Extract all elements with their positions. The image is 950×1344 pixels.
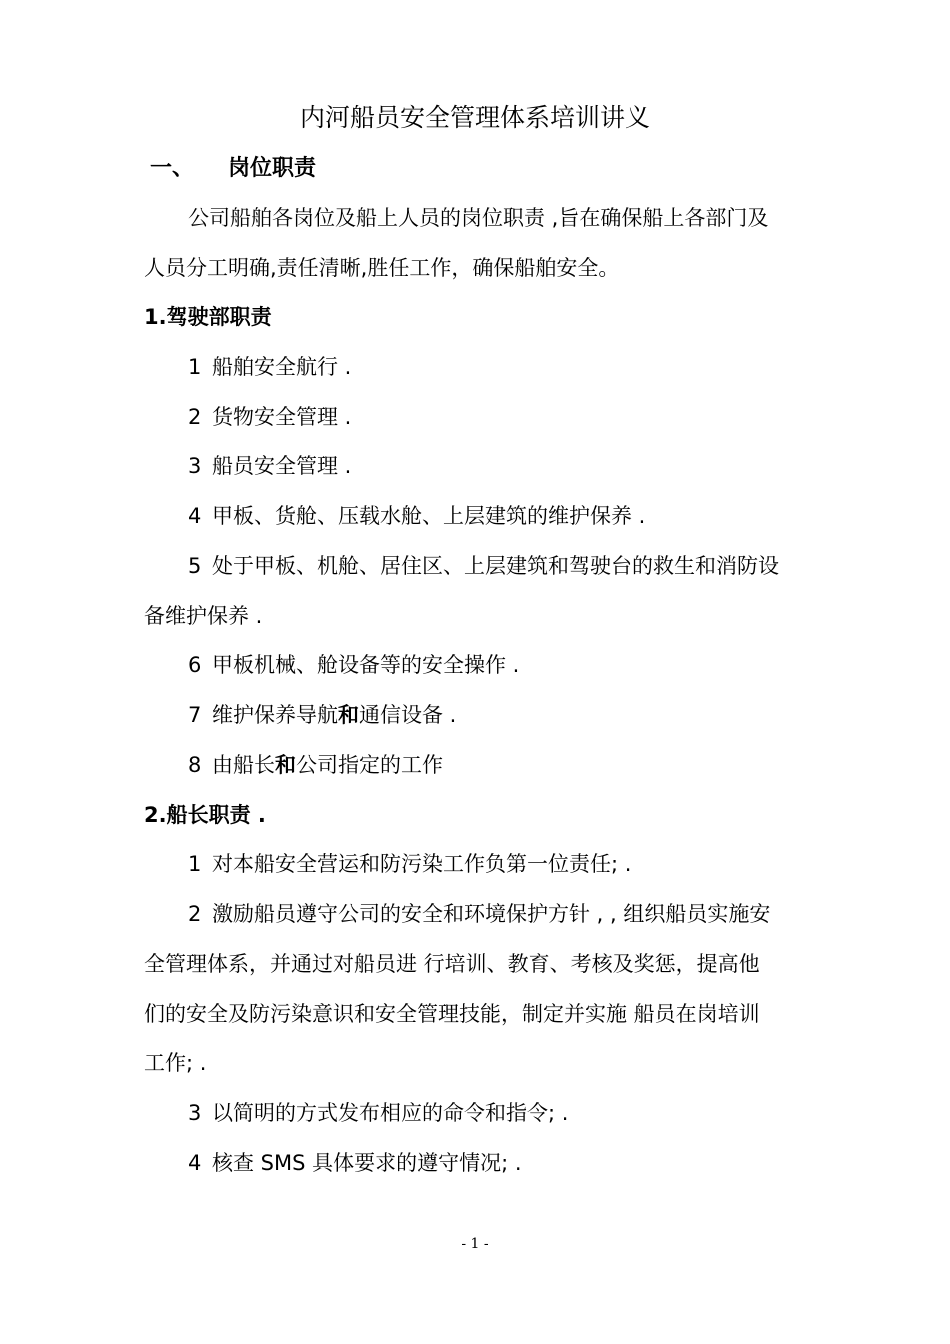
intro-paragraph-line-1: 公司船舶各岗位及船上人员的岗位职责 ,旨在确保船上各部门及 [188,206,769,230]
list-item-continuation: 工作; . [144,1051,207,1075]
document-title: 内河船员安全管理体系培训讲义 [299,103,650,132]
list-item: 8 由船长和公司指定的工作 [188,753,443,777]
subheading-deck-department: 1.驾驶部职责 [144,305,272,329]
list-item-continuation: 备维护保养 . [144,604,263,628]
list-item-continuation: 们的安全及防污染意识和安全管理技能，制定并实施 船员在岗培训 [144,1002,760,1026]
list-item: 1 船舶安全航行 . [188,355,352,379]
list-item: 3 船员安全管理 . [188,454,352,478]
list-item: 5 处于甲板、机舱、居住区、上层建筑和驾驶台的救生和消防设 [188,554,779,578]
list-item: 3 以简明的方式发布相应的命令和指令; . [188,1101,569,1125]
list-item: 1 对本船安全营运和防污染工作负第一位责任; . [188,852,632,876]
section-number: 一、 [150,156,195,181]
list-item-continuation: 全管理体系，并通过对船员进 行培训、教育、考核及奖惩，提高他 [144,952,760,976]
list-item: 6 甲板机械、舱设备等的安全操作 . [188,653,520,677]
section-heading-job-duties [150,154,316,184]
list-item: 4 核查 SMS 具体要求的遵守情况; . [188,1151,522,1175]
section-heading-text: 岗位职责 [228,156,317,181]
page-number: - 1 - [461,1236,489,1252]
list-item: 7 维护保养导航和通信设备 . [188,703,457,727]
list-item: 2 激励船员遵守公司的安全和环境保护方针 , , 组织船员实施安 [188,902,771,926]
list-item: 2 货物安全管理 . [188,405,352,429]
intro-paragraph-line-2: 人员分工明确,责任清晰,胜任工作，确保船舶安全。 [144,256,620,280]
list-item: 4 甲板、货舱、压载水舱、上层建筑的维护保养 . [188,504,646,528]
subheading-captain-duties: 2.船长职责 . [144,803,266,827]
